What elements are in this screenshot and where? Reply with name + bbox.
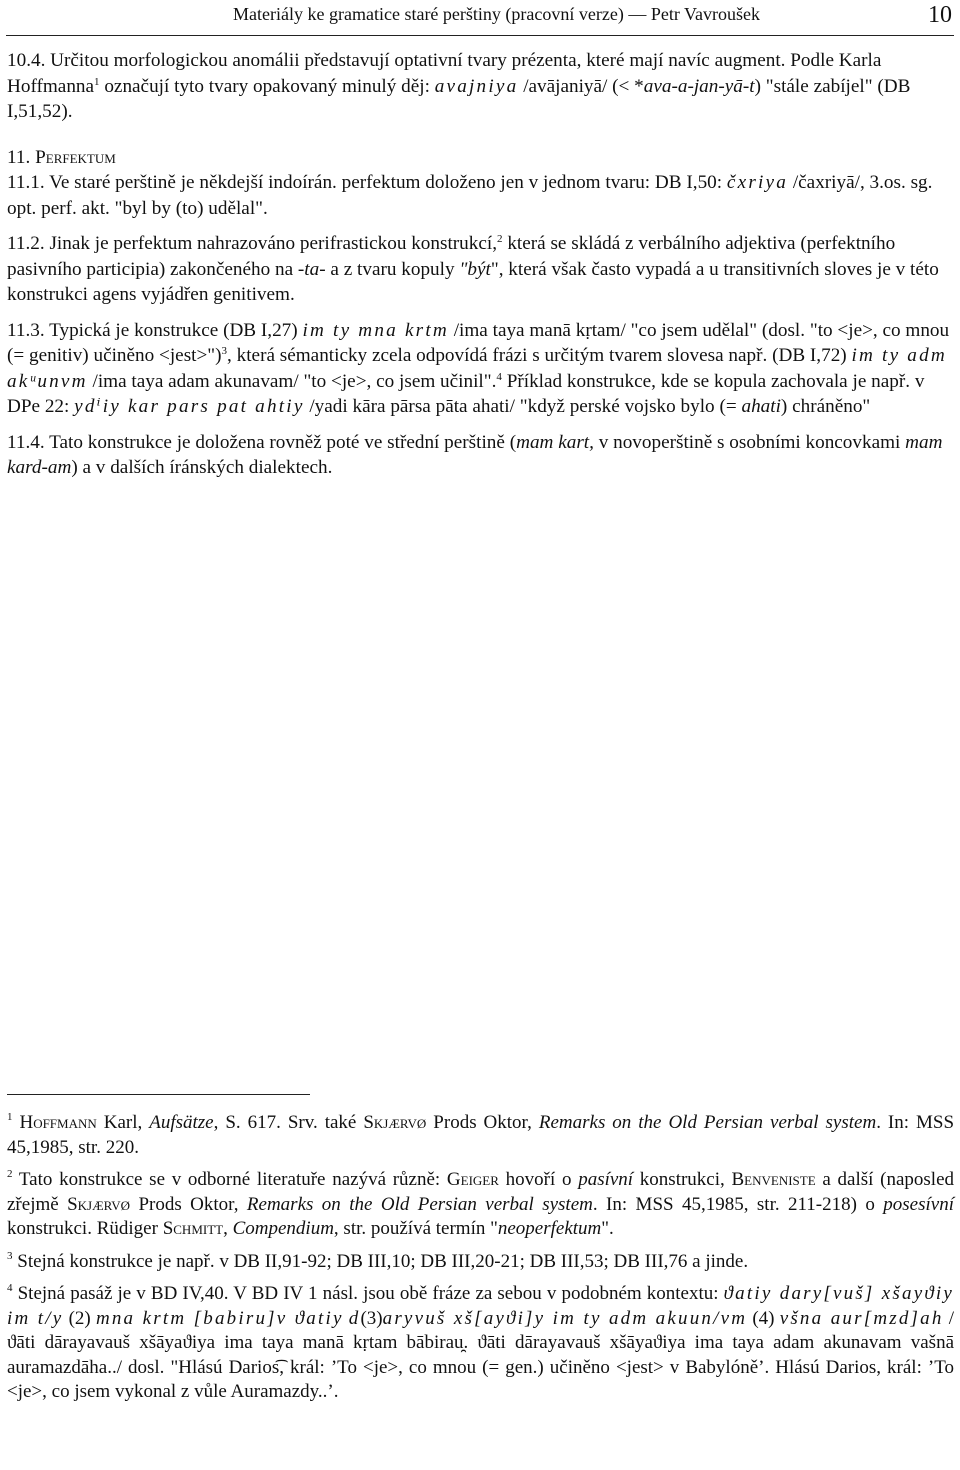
reconstructed-form: ava-a-jan-yā-t: [643, 75, 755, 97]
footnote-ref-4[interactable]: 4: [496, 370, 502, 383]
paragraph-11-2: 11.2. Jinak je perfektum nahrazováno perifrastickou konstrukcí,$^2$ která se skládá z verbálního adjektiva (perfektního pasivního participia) zakončeného na -ta- a z tvaru kopuly "být", která však často vypadá a u transitivních sloves je v této konstrukci agens vyjádřen genitivem.: [7, 233, 939, 305]
footnotes: [7, 1111, 954, 1405]
paragraph-10-4: 10.4. Určitou morfologickou anomálii představují optativní tvary prézenta, které mají navíc augment. Podle Karla Hoffmanna$^1$ označují tyto tvary opakovaný minulý děj: avajniya /avājaniyā/ (< *ava-a-jan-yā-t) "stále zabíjel" (DB I,51,52).: [7, 50, 911, 122]
section-heading: 11. Perfektum: [7, 146, 116, 168]
transliteration: im ty adm akᵘunvm: [7, 345, 947, 392]
footnote-1: $^1$ Hoffmann Karl, Aufsätze, S. 617. Srv. také Skjærvø Prods Oktor, Remarks on the Old Persian verbal system. In: MSS 45,1985, str. 220.: [7, 1111, 955, 1158]
paragraph-11-4: 11.4. Tato konstrukce je doložena rovněž poté ve střední perštině (mam kart, v novoperštině s osobními koncovkami mam kard-am) a v dalších íránských dialektech.: [7, 431, 943, 478]
transliteration: ϑatiy dary[vuš] xšayϑiy im t/y: [7, 1283, 954, 1329]
paragraph-11-3: 11.3. Typická je konstrukce (DB I,27) im ty mna krtm /ima taya manā kṛtam/ "co jsem udělal" (dosl. "to <je>, co mnou (= genitiv) učiněno <jest>")$^3$, která sémanticky zcela odpovídá frázi s určitým tvarem slovesa např. (DB I,72) im ty adm akᵘunvm /ima taya adam akunavam/ "to <je>, co jsem učinil".$^4$ Příklad konstrukce, kde se kopula zachovala je např. v DPe 22: ydⁱiy kar pars pat ahtiy /yadi kāra pārsa pāta ahati/ "když perské vojsko bylo (= ahati) chráněno": [7, 319, 950, 417]
transliteration: ydⁱiy kar pars pat ahtiy: [74, 396, 305, 417]
footnote-separator: [7, 1094, 310, 1095]
footnote-2: $^2$ Tato konstrukce se v odborné literatuře nazývá různě: Geiger hovoří o pasívní konstrukci, Benveniste a další (naposled zřejmě Skjærvø Prods Oktor, Remarks on the Old Persian verbal system. In: MSS 45,1985, str. 211-218) o posesívní konstrukci. Rüdiger Schmitt, Compendium, str. používá termín "neoperfektum".: [7, 1168, 954, 1239]
header-rule: [6, 35, 954, 36]
footnote-ref-1[interactable]: 1: [94, 75, 100, 88]
transliteration: im ty mna krtm: [302, 319, 449, 341]
page-number: 10: [928, 2, 952, 28]
footnote-ref-3[interactable]: 3: [221, 345, 228, 357]
transliteration: d: [348, 1307, 361, 1329]
paragraph-11-1: 11.1. Ve staré perštině je někdejší indoírán. perfektum doloženo jen v jednom tvaru: DB I,50: čxriya /čaxriyā/, 3.os. sg. opt. perf. akt. "byl by (to) udělal".: [7, 172, 933, 219]
footnote-3: $^3$ Stejná konstrukce je např. v DB II,91-92; DB III,10; DB III,20-21; DB III,53; DB III,76 a jinde.: [7, 1249, 749, 1272]
transliteration: všna aur[mzd]ah: [779, 1307, 944, 1329]
transliteration: mna krtm [babiru]v ϑatiy: [95, 1307, 344, 1329]
transliteration: aryvuš xš[ayϑi]y im ty adm akuun/vm: [382, 1307, 748, 1329]
transliteration: avajniya: [434, 75, 519, 97]
transliteration: čxriya: [726, 172, 789, 193]
footnote-4: $^4$ Stejná pasáž je v BD IV,40. V BD IV 1 násl. jsou obě fráze za sebou v podobném kontextu: ϑatiy dary[vuš] xšayϑiy im t/y (2) mna krtm [babiru]v ϑatiy d(3)aryvuš xš[ayϑi]y im ty adm akuun/vm (4) všna aur[mzd]ah /ϑāti dārayavauš xšāyaϑiya ima taya manā kṛtam bābirau̯. ϑāti dārayavauš xšāyaϑiya ima taya adam akunavam vašnā auramazdāha../ dosl. "Hlású Darios͡, král: ’To <je>, co mnou (= gen.) učiněno <jest> v Babylóně’. Hlású Darios, král: ’To <je>, co jsem vykonal z vůle Auramazdy..’.: [7, 1282, 955, 1402]
running-header: Materiály ke gramatice staré perštiny (pracovní verze) — Petr Vavroušek: [233, 4, 760, 24]
main-text: [7, 48, 954, 481]
footnote-ref-2[interactable]: 2: [497, 233, 503, 245]
